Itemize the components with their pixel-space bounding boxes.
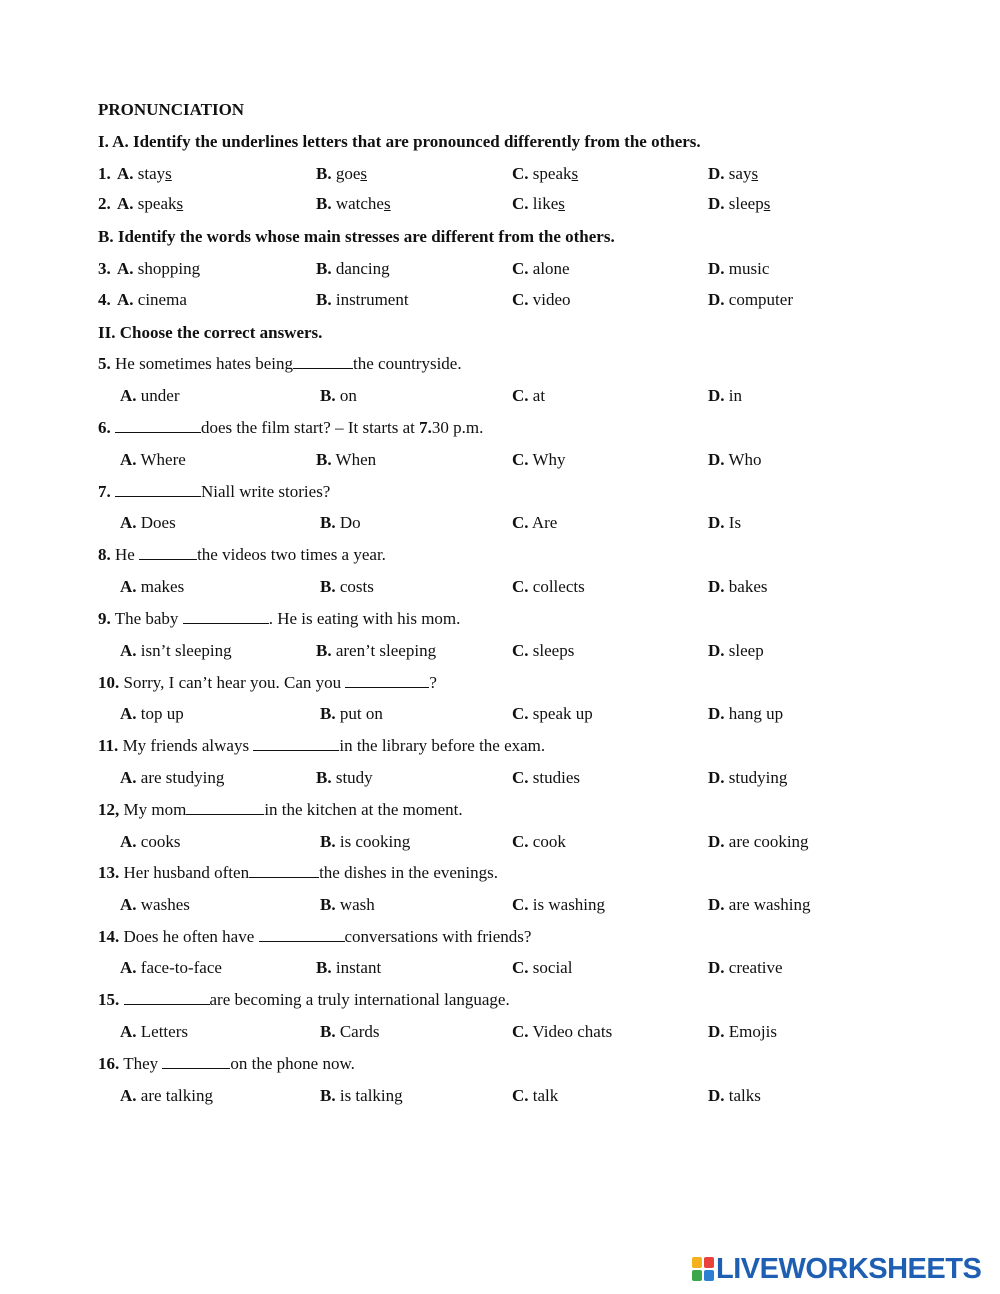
answer-blank[interactable] — [293, 353, 353, 369]
option-12b[interactable]: B. is cooking — [320, 832, 411, 851]
option-11d[interactable]: D. studying — [708, 768, 788, 787]
option-11b[interactable]: B. study — [316, 768, 373, 787]
section-heading-ia: I. A. Identify the underlines letters that are pronounced differently from the others. — [98, 132, 701, 151]
option-6d[interactable]: D. Who — [708, 450, 762, 469]
option-2b[interactable]: B. watches — [316, 194, 391, 213]
option-13c[interactable]: C. is washing — [512, 895, 606, 914]
option-2c[interactable]: C. likes — [512, 194, 565, 213]
logo-text: LIVEWORKSHEETS — [716, 1252, 982, 1285]
option-8a[interactable]: A. makes — [120, 577, 185, 596]
answer-blank[interactable] — [253, 735, 339, 751]
option-14a[interactable]: A. face-to-face — [120, 958, 222, 977]
answer-blank[interactable] — [259, 926, 345, 942]
section-heading-ib: B. Identify the words whose main stresses are different from the others. — [98, 227, 615, 246]
option-6b[interactable]: B. When — [316, 450, 377, 469]
option-10a[interactable]: A. top up — [120, 704, 184, 723]
option-11c[interactable]: C. studies — [512, 768, 581, 787]
answer-blank[interactable] — [249, 862, 319, 878]
option-7d[interactable]: D. Is — [708, 513, 742, 532]
question-11: 11. My friends always in the library before the exam. — [98, 736, 546, 755]
option-3b[interactable]: B. dancing — [316, 259, 390, 278]
option-4a[interactable]: A. cinema — [117, 290, 187, 309]
question-number: 2. — [98, 194, 111, 213]
page-title: PRONUNCIATION — [98, 100, 245, 119]
option-2a[interactable]: A. speaks — [117, 194, 184, 213]
option-5b[interactable]: B. on — [320, 386, 357, 405]
option-5d[interactable]: D. in — [708, 386, 743, 405]
option-8d[interactable]: D. bakes — [708, 577, 768, 596]
option-9c[interactable]: C. sleeps — [512, 641, 575, 660]
option-9a[interactable]: A. isn’t sleeping — [120, 641, 232, 660]
answer-blank[interactable] — [186, 799, 264, 815]
option-1c[interactable]: C. speaks — [512, 164, 579, 183]
question-13: 13. Her husband often the dishes in the evenings. — [98, 863, 499, 882]
option-4b[interactable]: B. instrument — [316, 290, 409, 309]
question-3 — [98, 258, 111, 280]
section-heading-ii: II. Choose the correct answers. — [98, 323, 323, 342]
question-10: 10. Sorry, I can’t hear you. Can you ? — [98, 673, 437, 692]
option-16d[interactable]: D. talks — [708, 1086, 761, 1105]
option-13b[interactable]: B. wash — [320, 895, 375, 914]
question-15: 15. are becoming a truly international language. — [98, 990, 510, 1009]
option-5a[interactable]: A. under — [120, 386, 180, 405]
option-4d[interactable]: D. computer — [708, 290, 793, 309]
option-13d[interactable]: D. are washing — [708, 895, 811, 914]
option-3a[interactable]: A. shopping — [117, 259, 201, 278]
question-4 — [98, 289, 111, 311]
question-6: 6. does the film start? – It starts at 7.30 p.m. — [98, 418, 484, 437]
option-8c[interactable]: C. collects — [512, 577, 585, 596]
question-2 — [98, 193, 111, 215]
option-14d[interactable]: D. creative — [708, 958, 783, 977]
question-number: 1. — [98, 164, 111, 183]
answer-blank[interactable] — [345, 672, 429, 688]
option-14c[interactable]: C. social — [512, 958, 573, 977]
liveworksheets-icon — [692, 1257, 714, 1281]
question-5: 5. He sometimes hates being the countryside. — [98, 354, 462, 373]
question-16: 16. They on the phone now. — [98, 1054, 355, 1073]
option-9d[interactable]: D. sleep — [708, 641, 764, 660]
question-14: 14. Does he often have conversations with friends? — [98, 927, 532, 946]
question-8: 8. He the videos two times a year. — [98, 545, 386, 564]
answer-blank[interactable] — [139, 544, 197, 560]
question-number: 4. — [98, 290, 111, 309]
option-10b[interactable]: B. put on — [320, 704, 383, 723]
answer-blank[interactable] — [115, 417, 201, 433]
option-14b[interactable]: B. instant — [316, 958, 382, 977]
option-7c[interactable]: C. Are — [512, 513, 558, 532]
option-12c[interactable]: C. cook — [512, 832, 566, 851]
option-12a[interactable]: A. cooks — [120, 832, 181, 851]
option-1b[interactable]: B. goes — [316, 164, 368, 183]
option-16c[interactable]: C. talk — [512, 1086, 559, 1105]
liveworksheets-logo[interactable] — [692, 1254, 981, 1284]
answer-blank[interactable] — [115, 481, 201, 497]
option-1a[interactable]: A. stays — [117, 164, 172, 183]
option-1d[interactable]: D. says — [708, 164, 759, 183]
option-16b[interactable]: B. is talking — [320, 1086, 403, 1105]
option-7b[interactable]: B. Do — [320, 513, 361, 532]
option-13a[interactable]: A. washes — [120, 895, 190, 914]
question-9: 9. The baby . He is eating with his mom. — [98, 609, 461, 628]
option-9b[interactable]: B. aren’t sleeping — [316, 641, 437, 660]
option-15d[interactable]: D. Emojis — [708, 1022, 777, 1041]
question-1 — [98, 163, 111, 185]
option-6c[interactable]: C. Why — [512, 450, 566, 469]
option-10c[interactable]: C. speak up — [512, 704, 593, 723]
question-7: 7. Niall write stories? — [98, 482, 331, 501]
option-16a[interactable]: A. are talking — [120, 1086, 213, 1105]
option-3d[interactable]: D. music — [708, 259, 770, 278]
option-3c[interactable]: C. alone — [512, 259, 570, 278]
option-15c[interactable]: C. Video chats — [512, 1022, 613, 1041]
option-5c[interactable]: C. at — [512, 386, 546, 405]
option-2d[interactable]: D. sleeps — [708, 194, 771, 213]
option-12d[interactable]: D. are cooking — [708, 832, 809, 851]
answer-blank[interactable] — [162, 1053, 230, 1069]
option-4c[interactable]: C. video — [512, 290, 571, 309]
option-11a[interactable]: A. are studying — [120, 768, 225, 787]
option-15a[interactable]: A. Letters — [120, 1022, 188, 1041]
question-number: 3. — [98, 259, 111, 278]
option-10d[interactable]: D. hang up — [708, 704, 784, 723]
option-6a[interactable]: A. Where — [120, 450, 186, 469]
question-12: 12, My mom in the kitchen at the moment. — [98, 800, 463, 819]
option-7a[interactable]: A. Does — [120, 513, 176, 532]
answer-blank[interactable] — [124, 989, 210, 1005]
option-15b[interactable]: B. Cards — [320, 1022, 380, 1041]
option-8b[interactable]: B. costs — [320, 577, 374, 596]
answer-blank[interactable] — [183, 608, 269, 624]
